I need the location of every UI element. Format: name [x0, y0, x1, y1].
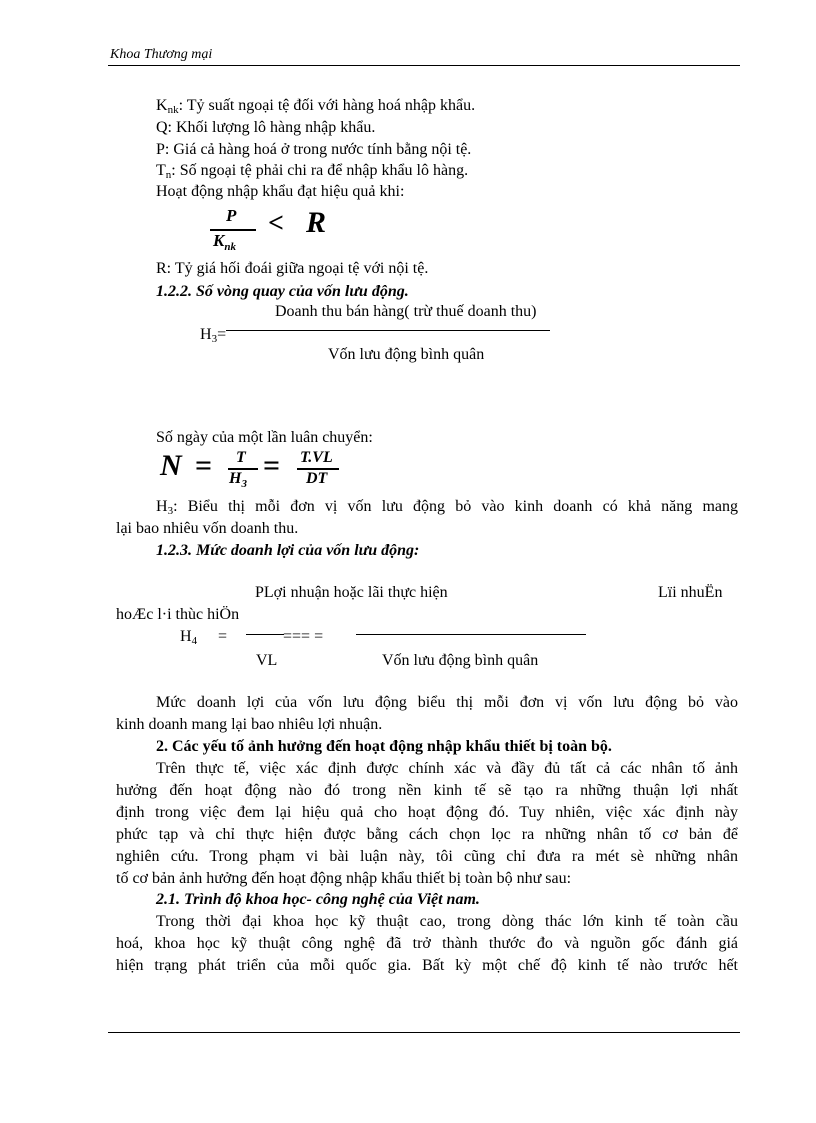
- n-f2-den: DT: [306, 470, 328, 487]
- h3-numerator: Doanh thu bán hàng( trừ thuế doanh thu): [275, 303, 537, 320]
- para-21-line3: hiện trạng phát triển của mỗi quốc gia. Bất kỳ một chế độ kinh tế nào trước hết: [116, 957, 738, 974]
- h3-desc-line1: $H_3$: Biểu thị mỗi đơn vị vốn lưu động bỏ vào kinh doanh có khả năng mang: [156, 498, 738, 517]
- n-lhs: N: [160, 449, 182, 482]
- def-r: R: Tỷ giá hối đoái giữa ngoại tệ với nội tệ.: [156, 260, 429, 277]
- section-1-2-3: 1.2.3. Mức doanh lợi của vốn lưu động:: [156, 542, 420, 559]
- h4-lhs: $H_4$: [180, 628, 198, 647]
- para-2-line6: tố cơ bản ảnh hưởng đến hoạt động nhập khẩu thiết bị toàn bộ như sau:: [116, 870, 572, 887]
- h4-num-right: Lïi nhuËn: [658, 584, 723, 601]
- days-line: Số ngày của một lần luân chuyển:: [156, 429, 373, 446]
- para-21-line2: hoá, khoa học kỹ thuật công nghệ đã trở thành thước đo và nguồn gốc đánh giá: [116, 935, 738, 952]
- footer-rule: [108, 1032, 740, 1033]
- h4-den-left: VL: [256, 652, 278, 669]
- h4-num-main: PLợi nhuận hoặc lãi thực hiện: [255, 584, 448, 601]
- formula1-rhs: R: [306, 206, 327, 239]
- n-f2-num: T.VL: [300, 449, 333, 466]
- para-doanh-loi-line2: kinh doanh mang lại bao nhiêu lợi nhuận.: [116, 716, 383, 733]
- h4-eq1: =: [218, 628, 228, 645]
- para-2-line3: định trong việc đem lại hiệu quả cho hoạt động đó. Tuy nhiên, việc xác định này: [116, 804, 738, 821]
- para-2-line4: phức tạp và chỉ thực hiện được bằng cách chọn lọc ra những nhân tố cơ bản để: [116, 826, 738, 843]
- def-k: $K_{nk}$: Tỷ suất ngoại tệ đối với hàng hoá nhập khẩu.: [156, 97, 476, 116]
- formula1-denominator: $K_{nk}$: [213, 231, 236, 253]
- effective-condition: Hoạt động nhập khẩu đạt hiệu quả khi:: [156, 183, 405, 200]
- para-21-line1: Trong thời đại khoa học kỹ thuật cao, trong dòng thác lớn kinh tế toàn cầu: [156, 913, 738, 930]
- h3-lhs: $H_3=$: [200, 326, 227, 345]
- section-2: 2. Các yếu tố ảnh hưởng đến hoạt động nhập khẩu thiết bị toàn bộ.: [156, 738, 612, 755]
- n-f1-num: T: [236, 449, 246, 466]
- def-q: Q: Khối lượng lô hàng nhập khẩu.: [156, 119, 376, 136]
- def-p: P: Giá cả hàng hoá ở trong nước tính bằng nội tệ.: [156, 141, 472, 158]
- n-eq2: =: [263, 449, 281, 482]
- para-2-line5: nghiên cứu. Trong phạm vi bài luận này, tôi cũng chỉ đưa ra mét sè những nhân: [116, 848, 738, 865]
- h4-garbled-line: hoÆc l·i thùc hiÖn: [116, 606, 240, 623]
- h3-desc-line2: lại bao nhiêu vốn doanh thu.: [116, 520, 299, 537]
- para-doanh-loi-line1: Mức doanh lợi của vốn lưu động biểu thị mỗi đơn vị vốn lưu động bỏ vào: [156, 694, 738, 711]
- formula1-less-than: <: [268, 208, 284, 239]
- page-header-title: Khoa Thương mại: [110, 47, 213, 62]
- n-f1-den: $H_3$: [229, 470, 247, 490]
- header-rule: [108, 65, 740, 66]
- h4-den-right: Vốn lưu động bình quân: [382, 652, 539, 669]
- def-t: $T_n$: Số ngoại tệ phải chi ra để nhập khẩu lô hàng.: [156, 162, 469, 181]
- n-eq1: =: [195, 449, 213, 482]
- h4-short-bar: [246, 634, 284, 635]
- para-2-line1: Trên thực tế, việc xác định được chính xác và đầy đủ tất cả các nhân tố ảnh: [156, 760, 738, 777]
- formula1-numerator: P: [226, 206, 237, 225]
- h4-long-bar: [356, 634, 586, 635]
- para-2-line2: hưởng đến hoạt động nào đó trong nền kinh tế sẽ tạo ra những thuận lợi nhất: [116, 782, 738, 799]
- h4-eq2: === =: [283, 628, 324, 645]
- h3-fraction-bar: [226, 330, 550, 331]
- section-2-1: 2.1. Trình độ khoa học- công nghệ của Việt nam.: [156, 891, 480, 908]
- section-1-2-2: 1.2.2. Số vòng quay của vốn lưu động.: [156, 283, 409, 300]
- h3-denominator: Vốn lưu động bình quân: [328, 346, 485, 363]
